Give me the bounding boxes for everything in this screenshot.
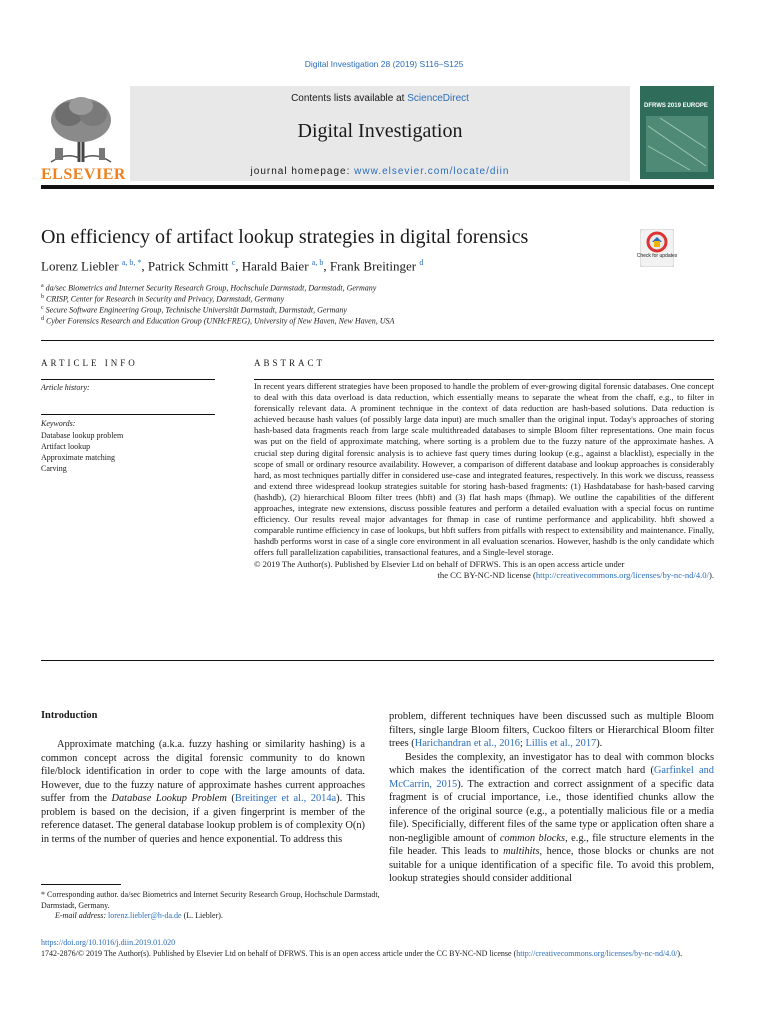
issn-line: [41, 949, 714, 960]
keywords-label: Keywords:: [41, 419, 76, 428]
footnote-rule: [41, 884, 121, 885]
author-name: Patrick Schmitt: [147, 258, 229, 274]
homepage-link[interactable]: www.elsevier.com/locate/diin: [354, 166, 510, 177]
journal-reference-link[interactable]: Digital Investigation 28 (2019) S116–S125: [304, 59, 464, 69]
text-emphasis: Database Lookup Problem: [111, 793, 227, 804]
contents-line: [130, 93, 630, 104]
license-suffix: ).: [708, 569, 714, 580]
affiliation-text: Cyber Forensics Research and Education Group (UNHcFREG), University of New Haven, New Haven, USA: [46, 316, 395, 326]
email-line: [41, 911, 381, 922]
body-right-column: [389, 710, 714, 886]
abstract-text: In recent years different strategies have been proposed to handle the problem of ever-growing digital forensic databases. One concept to deal with this data overload is data reduction, which essentially means to separate the wheat from the chaff, e.g., to filter in forensically relevant data. A prominent technique in the context of data reduction are hash-based solutions. Data reduction is achieved because hash values (of possibly large data input) are much smaller than the original input. Today's approaches of storing hash-based data fragments reach from large scale multithreaded databases to simple Bloom filter representations. One main focus was put on the field of approximate matching, where sorting is a problem due to the fuzzy nature of the approximate hashes. A crucial step during digital forensic analysis is to achieve fast query times during lookup (e.g., against a blacklist), especially in the scope of small or ordinary resource availability. However, a comparison of different database and lookup approaches is considerably hard, as most techniques partially differ in considered use-case and integrated features, respectively. In this work we discuss, reassess and extend three widespread lookup strategies suitable for storing hash-based fragments: (1) Hashdatabase for hash-based carving (hashdb), (2) hierarchical Bloom filter trees (hbft) and (3) flat hash maps (fhmap). We outline the capabilities of the different approaches, integrate new extensions, discuss possible features and perform a detailed evaluation with a special focus on runtime efficiency. Our results reveal major advantages for fhmap in case of runtime performance and applicability. hbft showed a comparable runtime efficiency in case of lookups, but hbft suffers from pitfalls with respect to extensibility and maintenance. Finally, hashdb performs worst in case of a single core environment in all evaluation scenarios. However, hashdb is the only candidate which offers full parallelization capabilities, transactional features, and a Single-level storage.: [254, 381, 714, 558]
affiliation: [41, 316, 394, 326]
cover-title: DFRWS 2019 EUROPE: [644, 103, 708, 109]
text-run: ;: [520, 738, 526, 749]
journal-reference[interactable]: [0, 59, 768, 69]
affiliation-key: d: [41, 316, 44, 322]
abstract-license: [254, 570, 714, 581]
citation-link[interactable]: Garfinkel and McCarrin, 2015: [389, 765, 714, 790]
header-rule: [41, 185, 714, 189]
homepage-prefix: journal homepage:: [250, 166, 355, 177]
affiliation-key: a: [41, 283, 44, 289]
text-run: problem, different techniques have been discussed such as multiple Bloom filters, single large Bloom filters, Cuckoo filters or Hierarchical Bloom filter trees (: [389, 711, 714, 749]
text-run: Approximate matching (a.k.a. fuzzy hashing or similarity hashing) is a common concept across the digital forensic community to do known file/block identification in order to cope with the large amounts of data. However, due to the fuzzy nature of approximate hashes current approaches suffer from the: [41, 739, 365, 804]
affiliation: [41, 283, 376, 293]
journal-title: Digital Investigation: [297, 120, 463, 142]
text-run: ). This problem is based on the decision, if a given fingerprint is member of the reference dataset. The general database lookup problem is of complexity O(n) in terms of the number of queries and hence exponential. To address this: [41, 793, 365, 845]
license-suffix: ).: [677, 948, 683, 958]
check-for-updates-label: Check for updates: [636, 253, 678, 259]
license-prefix: the CC BY-NC-ND license (: [437, 569, 536, 580]
affiliation-key: b: [41, 294, 44, 300]
abstract-rule: [254, 379, 714, 380]
citation-link[interactable]: Lillis et al., 2017: [525, 738, 597, 749]
introduction-heading: Introduction: [41, 710, 98, 721]
affiliation-text: Secure Software Engineering Group, Technische Universität Darmstadt, Darmstadt, Germany: [45, 305, 347, 315]
footnote: [41, 890, 381, 922]
text-run: Besides the complexity, an investigator has to deal with common blocks which makes the identification of the correct match hard (: [389, 751, 714, 776]
email-label: E-mail address:: [55, 911, 109, 920]
abstract-heading: ABSTRACT: [254, 358, 326, 368]
author-name: Lorenz Liebler: [41, 258, 119, 274]
affiliation-text: CRISP, Center for Research in Security and Privacy, Darmstadt, Germany: [46, 294, 285, 304]
abstract-bottom-rule: [41, 660, 714, 661]
affiliation-key: c: [41, 305, 44, 311]
affiliation-text: da/sec Biometrics and Internet Security Research Group, Hochschule Darmstadt, Darmstadt, Germany: [45, 283, 377, 293]
journal-cover-image[interactable]: [640, 86, 714, 179]
cover-pattern: [640, 86, 714, 179]
author-name: Frank Breitinger: [329, 258, 417, 274]
author-affil-marker[interactable]: a, b: [311, 258, 324, 267]
text-run: ).: [596, 738, 603, 749]
author-separator: ,: [141, 258, 148, 274]
author-separator: ,: [235, 258, 242, 274]
keyword: Database lookup problem: [41, 431, 124, 440]
article-info-rule: [41, 379, 215, 380]
affiliation: [41, 305, 347, 315]
doi-link[interactable]: https://doi.org/10.1016/j.diin.2019.01.020: [41, 938, 176, 947]
affiliation: [41, 294, 284, 304]
sciencedirect-link[interactable]: ScienceDirect: [407, 93, 469, 104]
citation-link[interactable]: Harichandran et al., 2016: [414, 738, 520, 749]
issn-text: 1742-2876/© 2019 The Author(s). Published by Elsevier Ltd on behalf of DFRWS. This is an open access article under the CC BY-NC-ND license (: [41, 948, 517, 958]
license-link[interactable]: http://creativecommons.org/licenses/by-nc-nd/4.0/: [535, 569, 709, 580]
keywords-rule: [41, 414, 215, 415]
author-affil-marker[interactable]: d: [419, 258, 424, 267]
body-left-column: [41, 738, 365, 846]
article-history-label: Article history:: [41, 383, 90, 392]
text-emphasis: common blocks: [499, 832, 566, 844]
paragraph: [389, 710, 714, 751]
author-name: Harald Baier: [241, 258, 309, 274]
paragraph: [41, 738, 365, 846]
article-info-heading: ARTICLE INFO: [41, 358, 138, 368]
author-affil-marker[interactable]: c: [231, 258, 236, 267]
paragraph: [389, 751, 714, 886]
email-suffix: (L. Liebler).: [181, 911, 223, 920]
journal-homepage: [130, 166, 630, 177]
text-emphasis: multihits: [503, 846, 540, 857]
contents-prefix: Contents lists available at: [291, 93, 408, 104]
email-link[interactable]: lorenz.liebler@h-da.de: [108, 911, 182, 920]
text-run: ). The extraction and correct assignment of a specific data fragment is of crucial importance, i.e., those identified chunks allow the inference of the original source (e.g., a potentially malicious file or a media file). Specificially, different files of the same type or application often share a non-negligible amount of: [389, 778, 715, 844]
publisher-wordmark: ELSEVIER: [41, 166, 126, 183]
abstract-body: [254, 381, 714, 581]
check-for-updates-icon[interactable]: [640, 229, 674, 267]
text-run: (: [226, 793, 235, 804]
publication-info: [41, 938, 714, 959]
text-run: , e.g., file structure elements in the file header. This leads to: [389, 832, 714, 857]
keyword: Artifact lookup: [41, 442, 91, 451]
keyword: Carving: [41, 464, 67, 473]
keyword: Approximate matching: [41, 453, 115, 462]
corresponding-author-note: * Corresponding author. da/sec Biometrics and Internet Security Research Group, Hochschule Darmstadt, Darmstadt, Germany.: [41, 890, 380, 910]
author-separator: ,: [323, 258, 330, 274]
license-link[interactable]: http://creativecommons.org/licenses/by-nc-nd/4.0/: [516, 948, 678, 958]
article-title: On efficiency of artifact lookup strategies in digital forensics: [41, 226, 529, 248]
keyword-list: [41, 430, 123, 474]
author-affil-marker[interactable]: a, b, *: [121, 258, 142, 267]
text-run: , hence, those blocks or chunks are not suitable for a unique identification of a specific file. To avoid this problem, lookup strategies should consider additional: [389, 846, 714, 884]
abstract-copyright: © 2019 The Author(s). Published by Elsevier Ltd on behalf of DFRWS. This is an open access article under: [254, 558, 625, 569]
author-list: [41, 258, 423, 274]
title-divider: [41, 340, 714, 341]
citation-link[interactable]: Breitinger et al., 2014a: [234, 793, 337, 804]
